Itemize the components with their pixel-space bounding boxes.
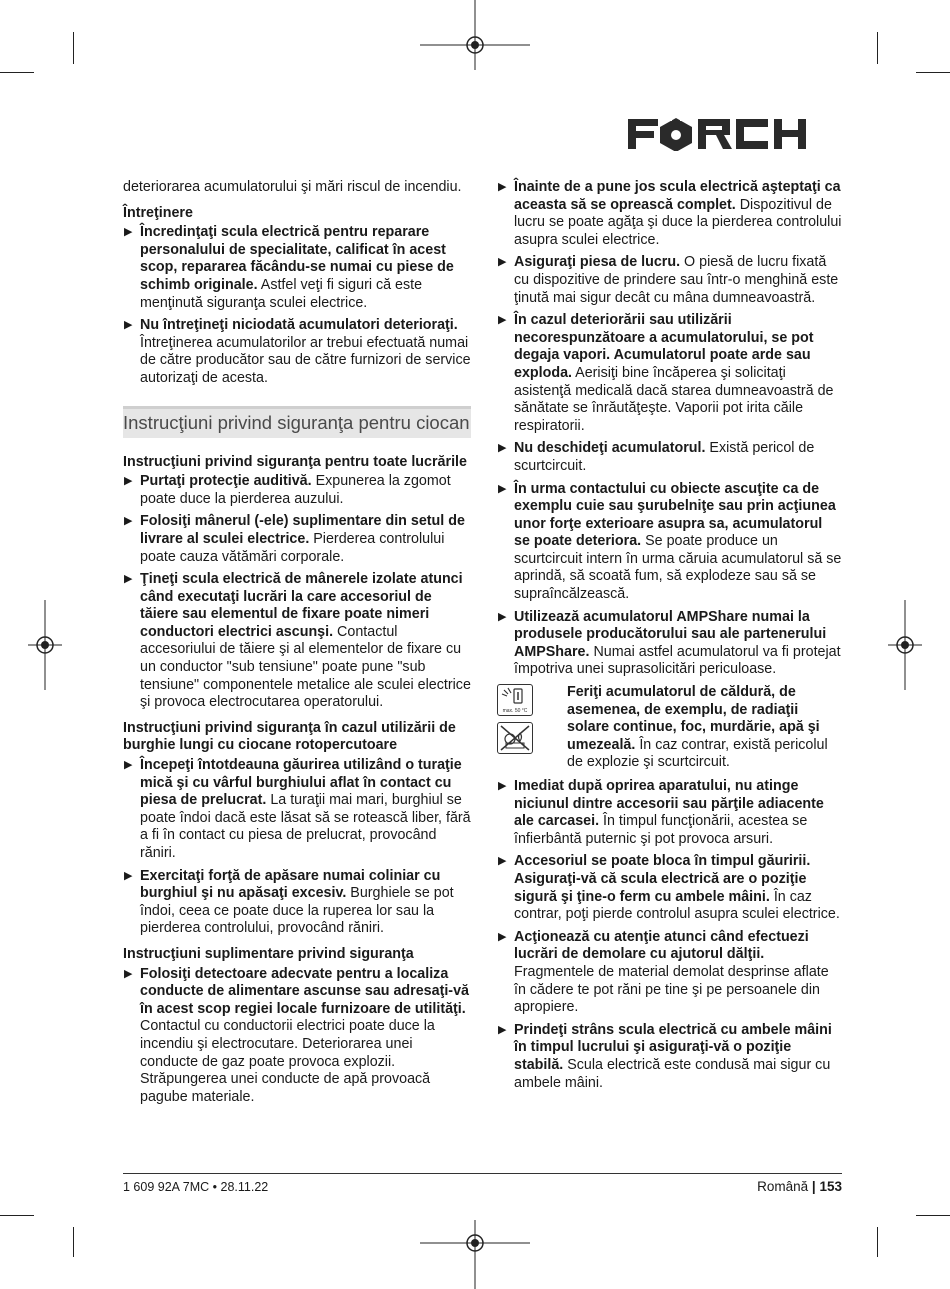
list-item: ▶ Începeţi întotdeauna găurirea utilizând o turaţie mică şi cu vârful burghiului aflat în contact cu piesa de prelucrat. La turaţii mai mari, burghiul se poate îndoi dacă este lăsat să se rotească liber, fără a fi în contact cu piesa de prelucrat, provocând răniri. — [124, 757, 471, 861]
right-column — [497, 179, 842, 1097]
list-item: ▶ Utilizează acumulatorul AMPShare numai la produsele producătorului sau ale partenerului AMPShare. Numai astfel acumulatorul va fi protejat împotriva unei suprasolicitări periculoase. — [498, 608, 841, 678]
bullet-triangle-icon: ▶ — [498, 314, 507, 327]
registration-mark-icon — [420, 0, 530, 90]
bullet-triangle-icon: ▶ — [124, 967, 133, 980]
subheading: Instrucţiuni privind siguranţa în cazul utilizării de burghie lungi cu ciocane rotopercutoare — [123, 719, 456, 754]
list-item: ▶ Folosiţi detectoare adecvate pentru a localiza conducte de alimentare ascunse sau adresaţi-vă în acest scop regiei locale furnizoare de utilităţi. Contactul cu conductorii electrici poate duce la incendiu şi electrocutare. Deteriorarea unei conducte de gaz poate provoca explozii. Străpungerea unei conducte de apă provoacă pagube materiale. — [124, 965, 469, 1105]
list-item: ▶ Folosiţi mânerul (-ele) suplimentare din setul de livrare al sculei electrice. Pierderea controlului poate cauza vătămări corporale. — [124, 513, 465, 565]
list-item: ▶ Asiguraţi piesa de lucru. O piesă de lucru fixată cu dispozitive de prindere sau într-o menghină este ţinută mai sigur decât cu mâna dumneavoastră. — [498, 254, 839, 306]
bullet-triangle-icon: ▶ — [124, 573, 133, 586]
bullet-triangle-icon: ▶ — [498, 855, 507, 868]
list-item: ▶ Ţineţi scula electrică de mânerele izolate atunci când executaţi lucrări la care accesoriul de tăiere sau elementul de fixare poate nimeri conductori electrici ascunşi. Contactul accesoriului de tăiere şi al elementelor de fixare cu un conductor "sub tensiune" poate pune "sub tensiune" componentele metalice ale sculei electrice şi provoca electrocutarea operatorului. — [124, 571, 471, 711]
list-item: ▶ Acţionează cu atenţie atunci când efectuezi lucrări de demolare cu ajutorul dălţii. Fragmentele de material demolat desprinse aflate în cădere te pot răni pe tine şi pe persoanele din apropiere. — [498, 928, 829, 1016]
bullet-triangle-icon: ▶ — [498, 930, 507, 943]
bullet-triangle-icon: ▶ — [124, 759, 133, 772]
list-item: ▶ Înainte de a pune jos scula electrică aşteptaţi ca aceasta să se oprească complet. Dispozitivul de lucru se poate agăţa şi duce la pierderea controlului asupra sculei electrice. — [498, 179, 842, 248]
page-number: 153 — [819, 1179, 842, 1194]
doc-code: 1 609 92A 7MC • 28.11.22 — [123, 1180, 269, 1194]
list-item: ▶ În cazul deteriorării sau utilizării necorespunzătoare a acumulatorului, se pot degaja vapori. Acumulatorul poate arde sau exploda. Aerisiţi bine încăperea şi solicitaţi asistenţă medicală dacă starea dumneavoastră de sănătate se înrăutăţeşte. Vaporii pot irita căile respiratorii. — [498, 312, 834, 434]
bullet-triangle-icon: ▶ — [124, 319, 133, 332]
list-item: ▶ Exercitaţi forţă de apăsare numai coliniar cu burghiul şi nu apăsaţi excesiv. Burghiele se pot îndoi, ceea ce poate duce la ruperea lor sau la pierderea controlului, provocând răniri. — [124, 867, 454, 937]
list-item: ▶ Imediat după oprirea aparatului, nu atinge niciunul dintre accesorii sau părţile adiacente ale carcasei. În timpul funcţionării, acestea se înfierbântă puternic şi pot provoca arsuri. — [498, 778, 824, 847]
subheading: Instrucţiuni suplimentare privind siguranţa — [123, 945, 414, 962]
brand-logo — [628, 117, 842, 156]
bullet-triangle-icon: ▶ — [498, 442, 507, 455]
bullet-triangle-icon: ▶ — [124, 869, 133, 882]
no-water-fire-icon — [497, 722, 533, 754]
footer-separator: | — [811, 1179, 816, 1194]
bullet-triangle-icon: ▶ — [498, 610, 507, 623]
section-title: Instrucţiuni privind siguranţa pentru ciocan — [123, 411, 470, 433]
list-item: ▶ Purtaţi protecţie auditivă. Expunerea la zgomot poate duce la pierderea auzului. — [124, 473, 451, 507]
heat-warning-icon — [497, 684, 533, 716]
language-label: Română — [757, 1179, 809, 1194]
left-column — [123, 179, 471, 1111]
maintenance-heading: Întreţinere — [123, 204, 193, 221]
subheading: Instrucţiuni privind siguranţa pentru toate lucrările — [123, 453, 467, 470]
bullet-triangle-icon: ▶ — [124, 515, 133, 528]
list-item: ▶ Nu deschideţi acumulatorul. Există pericol de scurtcircuit. — [498, 440, 815, 474]
registration-mark-icon — [420, 1200, 530, 1289]
heat-warning — [497, 684, 842, 772]
footer-divider — [123, 1173, 842, 1174]
bullet-triangle-icon: ▶ — [498, 780, 507, 792]
svg-text:FÖRCH: FÖRCH — [810, 147, 814, 148]
bullet-triangle-icon: ▶ — [498, 256, 507, 269]
bullet-triangle-icon: ▶ — [124, 226, 133, 239]
registration-mark-icon — [880, 600, 950, 690]
list-item: ▶ Nu întreţineţi niciodată acumulatori deterioraţi. Întreţinerea acumulatorilor ar trebui efectuată numai de către producător sau de către furnizori de service autorizaţi de acesta. — [124, 317, 471, 386]
svg-text:max. 50 °C: max. 50 °C — [502, 708, 528, 715]
registration-mark-icon — [0, 600, 70, 690]
list-item: ▶ Încredinţaţi scula electrică pentru reparare personalului de specialitate, calificat în acest scop, repararea făcându-se numai cu piese de schimb originale. Astfel veţi fi siguri că este menţinută siguranţa sculei electrice. — [124, 224, 454, 311]
page-footer — [757, 1179, 842, 1194]
section-header — [123, 406, 471, 438]
list-item: ▶ În urma contactului cu obiecte ascuţite ca de exemplu cuie sau şurubelniţe sau prin acţiunea unor forţe exterioare asupra sa, acumulatorul se poate deteriora. Se poate produce un scurtcircuit intern în urma căruia acumulatorul să se aprindă, să scoată fum, să explodeze sau să se supraîncălzească. — [498, 480, 842, 603]
bullet-triangle-icon: ▶ — [498, 1023, 507, 1036]
list-item: ▶ Accesoriul se poate bloca în timpul găuririi. Asiguraţi-vă că scula electrică are o poziţie sigură şi ţine-o ferm cu ambele mâini. În caz contrar, poţi pierde controlul asupra sculei electrice. — [498, 853, 840, 923]
list-item: ▶ Prindeţi strâns scula electrică cu ambele mâini în timpul lucrului şi asiguraţi-vă o poziţie stabilă. Scula electrică este condusă mai sigur cu ambele mâini. — [498, 1021, 832, 1091]
bullet-triangle-icon: ▶ — [498, 181, 507, 193]
bullet-triangle-icon: ▶ — [124, 475, 133, 488]
bullet-triangle-icon: ▶ — [498, 482, 507, 495]
heat-warning-text: Feriţi acumulatorul de căldură, de asemenea, de exemplu, de radiaţii solare continue, foc, murdărie, apă şi umezeală. În caz contrar, există pericolul de explozie şi scurtcircuit. — [567, 684, 828, 771]
intro-text: deteriorarea acumulatorului şi mări riscul de incendiu. — [123, 179, 462, 195]
